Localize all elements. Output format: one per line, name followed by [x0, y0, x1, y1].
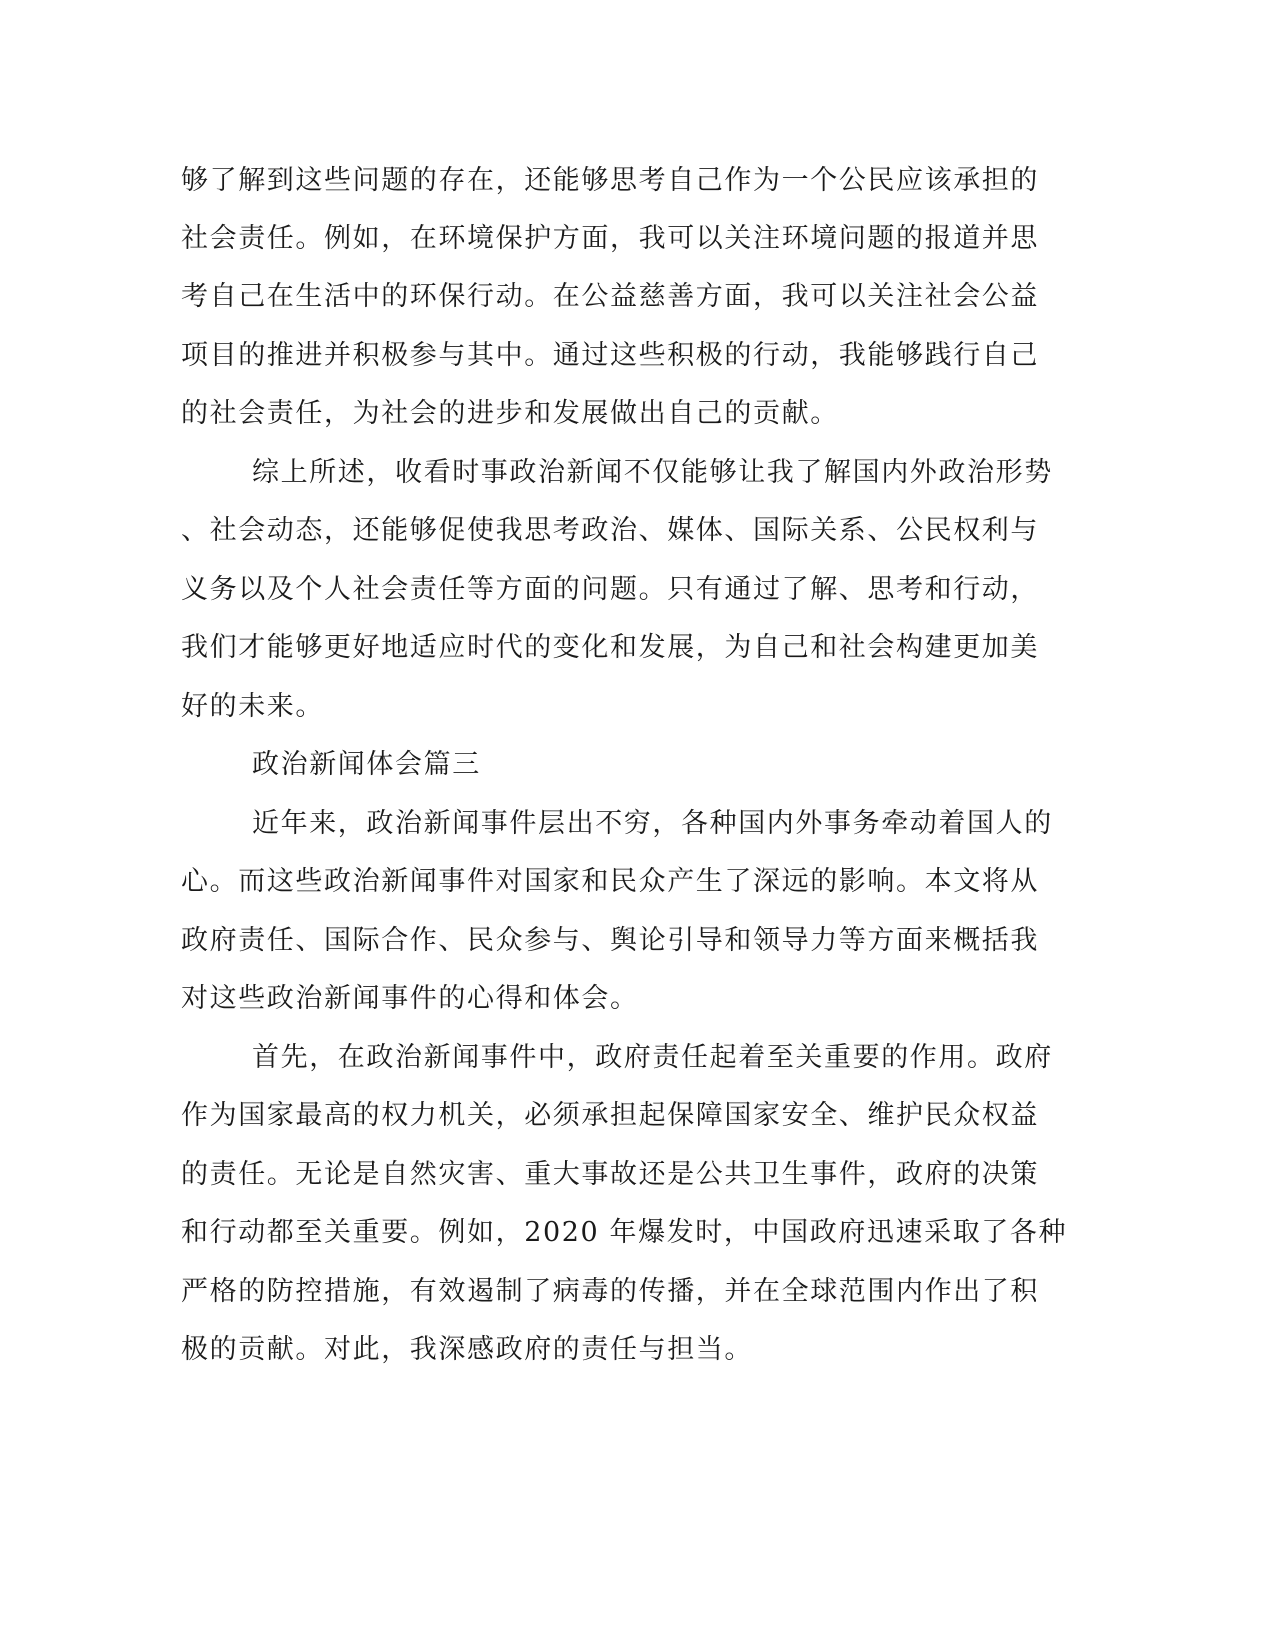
text-line: 社会责任。例如，在环境保护方面，我可以关注环境问题的报道并思 — [181, 223, 1039, 254]
text-line: 极的贡献。对此，我深感政府的责任与担当。 — [181, 1334, 753, 1365]
text-line: 作为国家最高的权力机关，必须承担起保障国家安全、维护民众权益 — [181, 1100, 1039, 1131]
text-line: 我们才能够更好地适应时代的变化和发展，为自己和社会构建更加美 — [181, 632, 1039, 663]
text-line: 义务以及个人社会责任等方面的问题。只有通过了解、思考和行动， — [181, 574, 1039, 605]
text-line: 够了解到这些问题的存在，还能够思考自己作为一个公民应该承担的 — [181, 165, 1039, 196]
text-line: 政府责任、国际合作、民众参与、舆论引导和领导力等方面来概括我 — [181, 925, 1039, 956]
text-line: 的责任。无论是自然灾害、重大事故还是公共卫生事件，政府的决策 — [181, 1159, 1039, 1190]
section-heading: 政治新闻体会篇三 — [252, 749, 481, 780]
text-line: 对这些政治新闻事件的心得和体会。 — [181, 983, 639, 1014]
text-line: 的社会责任，为社会的进步和发展做出自己的贡献。 — [181, 398, 839, 429]
text-line: 好的未来。 — [181, 691, 324, 722]
text-line: 心。而这些政治新闻事件对国家和民众产生了深远的影响。本文将从 — [181, 866, 1039, 897]
text-line: 和行动都至关重要。例如，2020 年爆发时，中国政府迅速采取了各种 — [181, 1217, 1068, 1248]
text-line: 、社会动态，还能够促使我思考政治、媒体、国际关系、公民权利与 — [181, 515, 1039, 546]
text-line: 近年来，政治新闻事件层出不穷，各种国内外事务牵动着国人的 — [252, 808, 1053, 839]
text-line: 项目的推进并积极参与其中。通过这些积极的行动，我能够践行自己 — [181, 340, 1039, 371]
text-line: 首先，在政治新闻事件中，政府责任起着至关重要的作用。政府 — [252, 1042, 1053, 1073]
text-line: 严格的防控措施，有效遏制了病毒的传播，并在全球范围内作出了积 — [181, 1276, 1039, 1307]
text-line: 考自己在生活中的环保行动。在公益慈善方面，我可以关注社会公益 — [181, 281, 1039, 312]
text-line: 综上所述，收看时事政治新闻不仅能够让我了解国内外政治形势 — [252, 457, 1053, 488]
